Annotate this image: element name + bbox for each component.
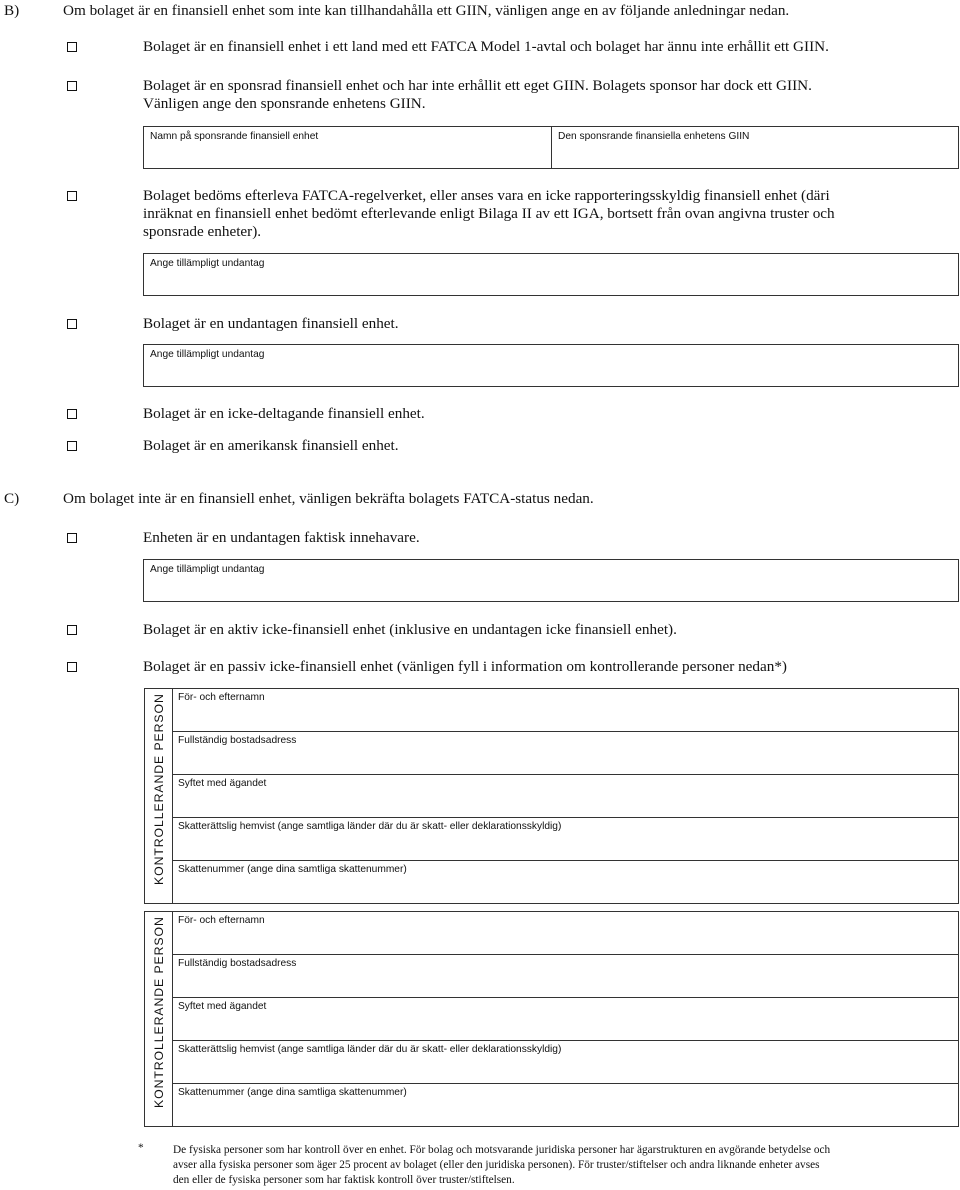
cp2-address-label: Fullständig bostadsadress xyxy=(178,958,297,969)
cp1-name-label: För- och efternamn xyxy=(178,692,265,703)
cp2-tin-field[interactable] xyxy=(173,1084,958,1127)
exemption-field-1[interactable] xyxy=(143,253,959,296)
footnote-line-1: De fysiska personer som har kontroll över en enhet. För bolag och motsvarande juridiska personer har ägarstrukturen en avgörande betydelse och xyxy=(173,1144,831,1156)
checkbox-b-exempt[interactable] xyxy=(67,319,77,329)
option-b-nonparticipating-label: Bolaget är en icke-deltagande finansiell enhet. xyxy=(143,405,425,422)
option-b-deemed-compliant-line3: sponsrade enheter). xyxy=(143,223,262,240)
footnote-line-2: avser alla fysiska personer som äger 25 procent av bolaget (eller den juridiska personen). För truster/stiftelser och andra liknande enheter avses xyxy=(173,1159,820,1171)
sponsor-giin-label: Den sponsrande finansiella enhetens GIIN xyxy=(558,131,750,142)
cp1-name-field[interactable] xyxy=(173,689,958,732)
cp2-purpose-label: Syftet med ägandet xyxy=(178,1001,267,1012)
exemption-field-2[interactable] xyxy=(143,344,959,387)
exemption-field-c[interactable] xyxy=(143,559,959,602)
section-c-marker: C) xyxy=(4,490,20,507)
cp2-tax-residence-field[interactable] xyxy=(173,1041,958,1084)
section-c-intro: Om bolaget inte är en finansiell enhet, vänligen bekräfta bolagets FATCA-status nedan. xyxy=(63,490,594,507)
footnote-marker: * xyxy=(138,1142,144,1154)
cp2-name-field[interactable] xyxy=(173,912,958,955)
checkbox-b-us-financial[interactable] xyxy=(67,441,77,451)
option-c-exempt-owner-label: Enheten är en undantagen faktisk innehavare. xyxy=(143,529,420,546)
checkbox-c-exempt-owner[interactable] xyxy=(67,533,77,543)
controlling-person-block-2 xyxy=(144,911,959,1127)
option-b-sponsored-label-line1: Bolaget är en sponsrad finansiell enhet och har inte erhållit ett eget GIIN. Bolagets sponsor har dock ett GIIN. xyxy=(143,77,812,94)
option-b-deemed-compliant-line2: inräknat en finansiell enhet bedömt efterlevande enligt Bilaga II av ett IGA, bortsett från ovan angivna truster och xyxy=(143,205,835,222)
exemption-label-1: Ange tillämpligt undantag xyxy=(150,258,265,269)
cp1-tax-residence-label: Skatterättslig hemvist (ange samtliga länder där du är skatt- eller deklarationsskyldig) xyxy=(178,821,562,832)
controlling-person-block-1 xyxy=(144,688,959,904)
option-b-exempt-label: Bolaget är en undantagen finansiell enhet. xyxy=(143,315,399,332)
controlling-person-fields-2 xyxy=(172,912,958,1126)
checkbox-c-active-nfe[interactable] xyxy=(67,625,77,635)
cp1-address-label: Fullständig bostadsadress xyxy=(178,735,297,746)
controlling-person-side-label-1: KONTROLLERANDE PERSON xyxy=(152,693,166,885)
controlling-person-fields-1 xyxy=(172,689,958,903)
cp1-tax-residence-field[interactable] xyxy=(173,818,958,861)
option-b-model1-label: Bolaget är en finansiell enhet i ett land med ett FATCA Model 1-avtal och bolaget har ännu inte erhållit ett GIIN. xyxy=(143,38,829,55)
controlling-person-side-label-2: KONTROLLERANDE PERSON xyxy=(152,916,166,1108)
cp2-tin-label: Skattenummer (ange dina samtliga skattenummer) xyxy=(178,1087,407,1098)
checkbox-c-passive-nfe[interactable] xyxy=(67,662,77,672)
footnote-line-3: den eller de fysiska personer som har faktisk kontroll över truster/stiftelsen. xyxy=(173,1174,515,1186)
cp1-purpose-field[interactable] xyxy=(173,775,958,818)
checkbox-b-nonparticipating[interactable] xyxy=(67,409,77,419)
cp1-address-field[interactable] xyxy=(173,732,958,775)
cp2-address-field[interactable] xyxy=(173,955,958,998)
option-b-us-financial-label: Bolaget är en amerikansk finansiell enhet. xyxy=(143,437,399,454)
sponsor-name-field[interactable] xyxy=(143,126,552,169)
option-b-deemed-compliant-line1: Bolaget bedöms efterleva FATCA-regelverket, eller anses vara en icke rapporteringsskyldig finansiell enhet (däri xyxy=(143,187,830,204)
option-c-active-nfe-label: Bolaget är en aktiv icke-finansiell enhet (inklusive en undantagen icke finansiell enhet). xyxy=(143,621,677,638)
section-b-intro: Om bolaget är en finansiell enhet som inte kan tillhandahålla ett GIIN, vänligen ange en av följande anledningar nedan. xyxy=(63,2,790,19)
cp2-purpose-field[interactable] xyxy=(173,998,958,1041)
section-b-marker: B) xyxy=(4,2,20,19)
exemption-label-2: Ange tillämpligt undantag xyxy=(150,349,265,360)
checkbox-b-sponsored[interactable] xyxy=(67,81,77,91)
checkbox-b-deemed-compliant[interactable] xyxy=(67,191,77,201)
sponsor-giin-field[interactable] xyxy=(551,126,959,169)
cp1-tin-label: Skattenummer (ange dina samtliga skattenummer) xyxy=(178,864,407,875)
sponsor-name-label: Namn på sponsrande finansiell enhet xyxy=(150,131,319,142)
cp1-purpose-label: Syftet med ägandet xyxy=(178,778,267,789)
cp2-name-label: För- och efternamn xyxy=(178,915,265,926)
checkbox-b-model1[interactable] xyxy=(67,42,77,52)
exemption-label-c: Ange tillämpligt undantag xyxy=(150,564,265,575)
option-b-sponsored-label-line2: Vänligen ange den sponsrande enhetens GIIN. xyxy=(143,95,426,112)
cp2-tax-residence-label: Skatterättslig hemvist (ange samtliga länder där du är skatt- eller deklarationsskyldig) xyxy=(178,1044,562,1055)
option-c-passive-nfe-label: Bolaget är en passiv icke-finansiell enhet (vänligen fyll i information om kontrollerande personer nedan*) xyxy=(143,658,787,675)
cp1-tin-field[interactable] xyxy=(173,861,958,904)
